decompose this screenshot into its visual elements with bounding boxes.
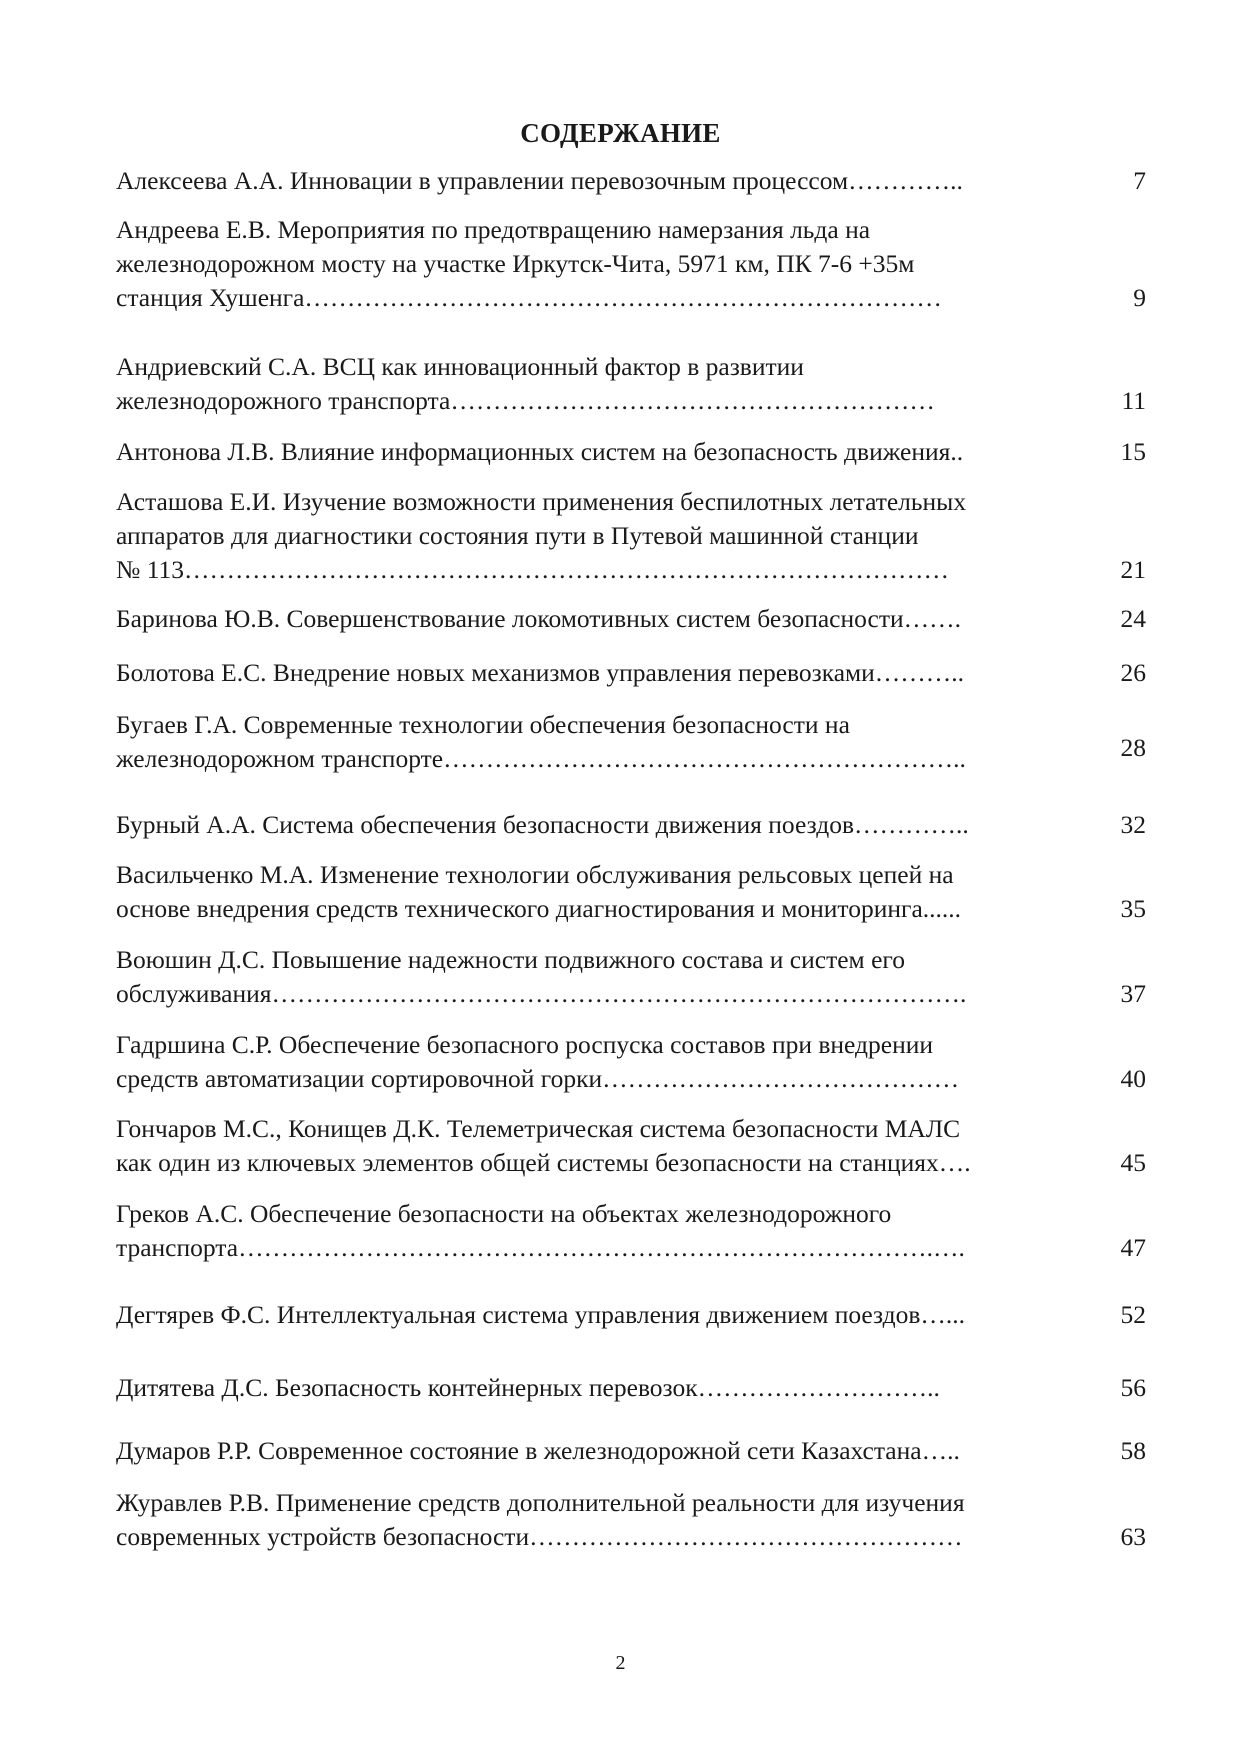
toc-entry [116, 1197, 1146, 1265]
toc-entry-page: 7 [1133, 166, 1146, 195]
toc-entry-page: 9 [1133, 283, 1146, 312]
toc-entry [116, 943, 1146, 1011]
toc-entry-text: Гадршина С.Р. Обеспечение безопасного роспуска составов при внедрении средств автоматизации сортировочной горки…………………………………… [116, 1030, 960, 1093]
toc-entry-page: 26 [1120, 658, 1146, 687]
toc-entry-text: Журавлев Р.В. Применение средств дополнительной реальности для изучения современных устройств безопасности…………………………………………… [116, 1488, 965, 1551]
toc-entry-page: 37 [1120, 979, 1146, 1008]
toc-entry-page: 56 [1120, 1373, 1146, 1402]
toc-entry-page: 11 [1121, 386, 1146, 415]
toc-entry-text: Алексеева А.А. Инновации в управлении перевозочным процессом………….. [116, 166, 963, 195]
toc-entry-page: 28 [1120, 733, 1146, 762]
toc-entry-page: 21 [1120, 555, 1146, 584]
toc-entry-text: Андреева Е.В. Мероприятия по предотвращению намерзания льда на железнодорожном мосту на участке Иркутск-Чита, 5971 км, ПК 7-6 +35м станция Хушенга………………………………………………………………… [116, 215, 942, 312]
toc-entry [116, 708, 1146, 776]
toc-entry-text: Андриевский С.А. ВСЦ как инновационный фактор в развитии железнодорожного транспорта………………………………………………… [116, 352, 935, 415]
toc-entry [116, 164, 1146, 198]
toc-entry-page: 15 [1120, 437, 1146, 466]
toc-entry-text: Бурный А.А. Система обеспечения безопасности движения поездов………….. [116, 810, 969, 839]
toc-entry [116, 656, 1146, 690]
toc-entry-page: 45 [1120, 1148, 1146, 1177]
toc-entry-page: 52 [1120, 1300, 1146, 1329]
toc-entry [116, 435, 1146, 469]
toc-entry-text: Болотова Е.С. Внедрение новых механизмов управления перевозками……….. [116, 658, 965, 687]
toc-entry-text: Дегтярев Ф.С. Интеллектуальная система управления движением поездов…... [116, 1300, 966, 1329]
toc-entry [116, 1028, 1146, 1096]
toc-entry-page: 40 [1120, 1064, 1146, 1093]
toc-entry-page: 24 [1120, 604, 1146, 633]
toc-entry [116, 1298, 1146, 1332]
toc-entry [116, 350, 1146, 418]
toc-entry-page: 58 [1120, 1436, 1146, 1465]
toc-entry [116, 858, 1146, 926]
toc-entry-text: Дитятева Д.С. Безопасность контейнерных перевозок……………………….. [116, 1373, 940, 1402]
toc-entry-text: Бугаев Г.А. Современные технологии обеспечения безопасности на железнодорожном транспорте…………………………………………………….. [116, 710, 966, 773]
toc-entry-page: 63 [1120, 1522, 1146, 1551]
toc-entry [116, 1486, 1146, 1554]
toc-entry-text: Асташова Е.И. Изучение возможности применения беспилотных летательных аппаратов для диагностики состояния пути в Путевой машинной станции № 113……………………………………………………………………………… [116, 487, 967, 584]
toc-entry-page: 47 [1120, 1233, 1146, 1262]
page-number: 2 [615, 1652, 626, 1674]
toc-entry-text: Воюшин Д.С. Повышение надежности подвижного состава и систем его обслуживания………………………………………………………………………. [116, 945, 967, 1008]
toc-entry-text: Гончаров М.С., Конищев Д.К. Телеметрическая система безопасности МАЛС как один из ключевых элементов общей системы безопасности на станциях…. [116, 1114, 971, 1177]
toc-entry [116, 1434, 1146, 1468]
toc-entry [116, 1112, 1146, 1180]
toc-entry-text: Думаров Р.Р. Современное состояние в железнодорожной сети Казахстана….. [116, 1436, 960, 1465]
toc-entry [116, 485, 1146, 587]
toc-entry-page: 32 [1120, 810, 1146, 839]
toc-entry [116, 213, 1146, 315]
toc-entry-text: Греков А.С. Обеспечение безопасности на объектах железнодорожного транспорта……………………………………………………………………….…. [116, 1199, 965, 1262]
toc-entry-text: Васильченко М.А. Изменение технологии обслуживания рельсовых цепей на основе внедрения средств технического диагностирования и мониторинга...... [116, 860, 962, 923]
toc-entry-page: 35 [1120, 894, 1146, 923]
toc-entry-text: Антонова Л.В. Влияние информационных систем на безопасность движения.. [116, 437, 964, 466]
toc-entry [116, 602, 1146, 636]
page-title: СОДЕРЖАНИЕ [520, 118, 721, 148]
toc-entry [116, 808, 1146, 842]
toc-entry-text: Баринова Ю.В. Совершенствование локомотивных систем безопасности……. [116, 604, 962, 633]
toc-entry [116, 1371, 1146, 1405]
